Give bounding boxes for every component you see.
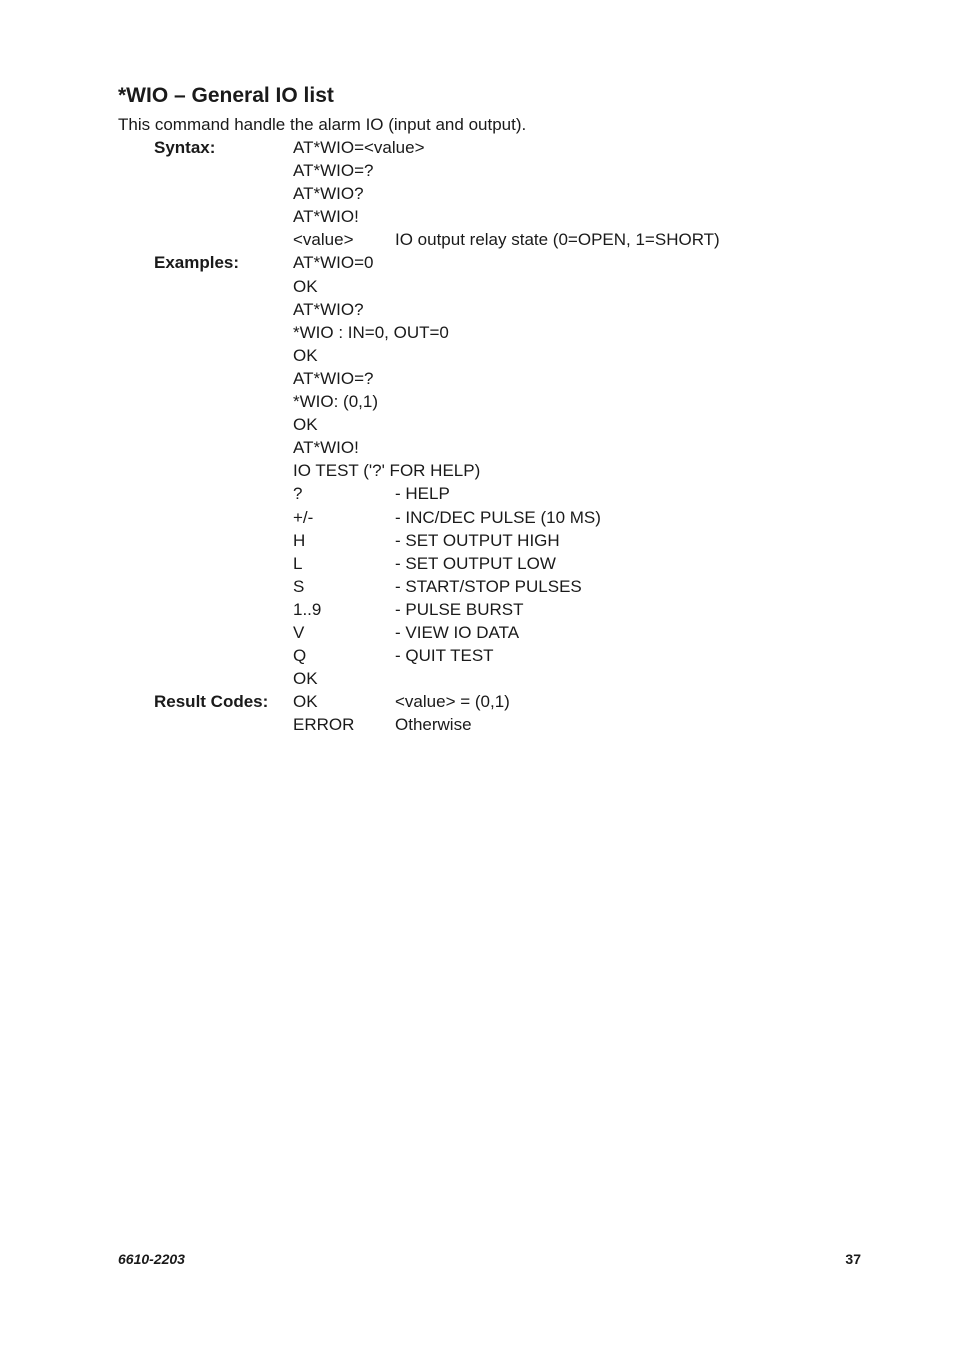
spec-row-description: - SET OUTPUT LOW xyxy=(395,553,556,573)
spec-row-command: OK xyxy=(293,415,318,435)
spec-row-command: OK xyxy=(293,692,318,712)
spec-row-command: IO TEST ('?' FOR HELP) xyxy=(293,461,481,481)
spec-row xyxy=(0,228,954,251)
intro-text: This command handle the alarm IO (input and output). xyxy=(118,115,527,134)
spec-row-command: AT*WIO? xyxy=(293,299,364,319)
spec-row xyxy=(0,506,954,529)
spec-row xyxy=(0,598,954,621)
spec-row-command: *WIO : IN=0, OUT=0 xyxy=(293,322,449,342)
spec-row-command: OK xyxy=(293,345,318,365)
spec-row xyxy=(0,436,954,459)
spec-row xyxy=(0,251,954,274)
spec-row xyxy=(0,136,954,159)
spec-row-command: ERROR xyxy=(293,715,355,735)
spec-row-command: OK xyxy=(293,276,318,296)
spec-row xyxy=(0,552,954,575)
spec-row-description: IO output relay state (0=OPEN, 1=SHORT) xyxy=(395,230,720,250)
spec-row-command: H xyxy=(293,530,306,550)
spec-row xyxy=(0,644,954,667)
spec-row-description: - INC/DEC PULSE (10 MS) xyxy=(395,507,601,527)
spec-row xyxy=(0,321,954,344)
spec-row-command: +/- xyxy=(293,507,314,527)
footer-doc-number: 6610-2203 xyxy=(118,1251,185,1267)
spec-row-command: AT*WIO=<value> xyxy=(293,138,425,157)
spec-row xyxy=(0,459,954,482)
spec-row xyxy=(0,390,954,413)
spec-row-command: S xyxy=(293,576,305,596)
footer-page-number: 37 xyxy=(845,1251,861,1267)
spec-row xyxy=(0,667,954,690)
spec-row-command: ? xyxy=(293,484,303,504)
spec-row-label: Examples: xyxy=(154,253,240,273)
spec-row-description: - VIEW IO DATA xyxy=(395,622,520,642)
spec-row-description: - PULSE BURST xyxy=(395,599,524,619)
spec-row-command: Q xyxy=(293,646,307,666)
spec-row-command: AT*WIO=0 xyxy=(293,253,374,273)
spec-row xyxy=(0,298,954,321)
spec-row-command: AT*WIO! xyxy=(293,207,359,227)
spec-row-command: V xyxy=(293,622,305,642)
spec-row xyxy=(0,367,954,390)
spec-row-command: L xyxy=(293,553,303,573)
spec-row-description: - QUIT TEST xyxy=(395,646,494,666)
spec-row-command: AT*WIO! xyxy=(293,438,359,458)
spec-row-command: OK xyxy=(293,669,318,689)
spec-row xyxy=(0,205,954,228)
spec-row-description: <value> = (0,1) xyxy=(395,692,510,712)
spec-row-description: Otherwise xyxy=(395,715,472,735)
spec-row xyxy=(0,182,954,205)
spec-row xyxy=(0,690,954,713)
spec-row-command: 1..9 xyxy=(293,599,322,619)
spec-row-label: Result Codes: xyxy=(154,692,269,712)
spec-row xyxy=(0,713,954,736)
spec-row-description: - START/STOP PULSES xyxy=(395,576,582,596)
spec-row xyxy=(0,529,954,552)
command-spec xyxy=(0,136,954,736)
spec-row xyxy=(0,621,954,644)
spec-row xyxy=(0,275,954,298)
spec-row-command: *WIO: (0,1) xyxy=(293,392,379,412)
spec-row-command: AT*WIO? xyxy=(293,184,364,204)
page-title: *WIO – General IO list xyxy=(118,84,334,107)
spec-row-command: <value> xyxy=(293,230,354,250)
spec-row xyxy=(0,159,954,182)
spec-row xyxy=(0,482,954,505)
spec-row xyxy=(0,413,954,436)
spec-row-command: AT*WIO=? xyxy=(293,161,374,181)
spec-row xyxy=(0,575,954,598)
spec-row-description: - SET OUTPUT HIGH xyxy=(395,530,560,550)
spec-row-command: AT*WIO=? xyxy=(293,368,374,388)
spec-row xyxy=(0,344,954,367)
spec-row-description: - HELP xyxy=(395,484,450,504)
spec-row-label: Syntax: xyxy=(154,138,216,157)
